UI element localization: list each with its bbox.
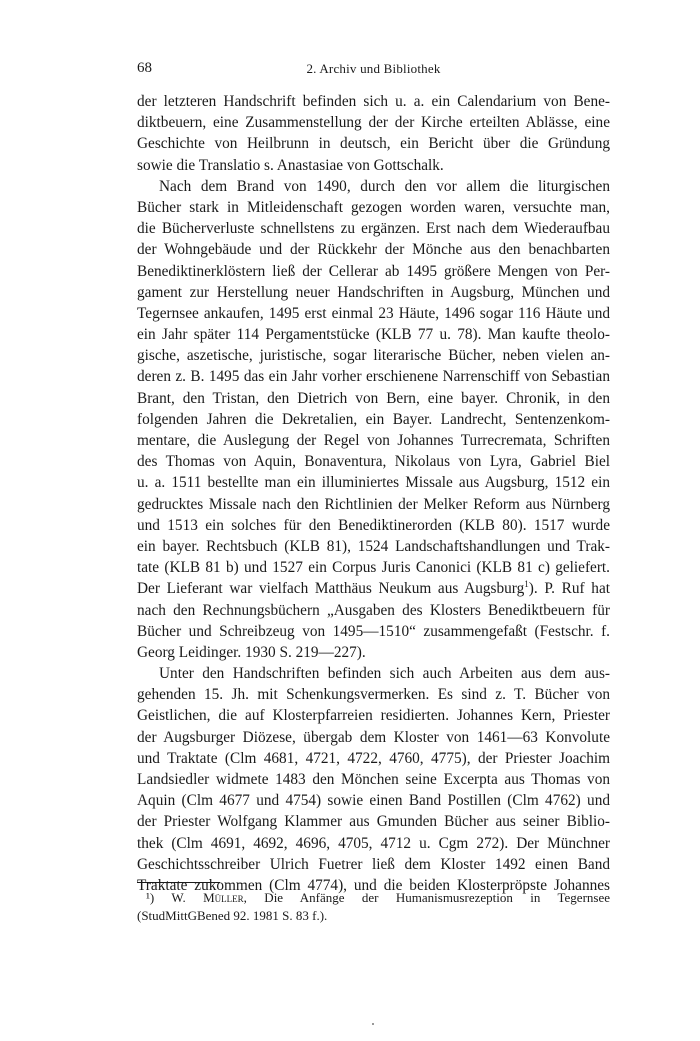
text-line: Geschichtsschreiber Ulrich Fuetrer ließ dem Kloster 1492 einen Band xyxy=(137,855,610,873)
text-line: Benediktinerklöstern ließ der Cellerar ab 1495 größere Mengen von Per- xyxy=(137,262,610,280)
body-text xyxy=(137,91,610,896)
footnote-author: Müller xyxy=(203,890,244,905)
running-head: 2. Archiv und Bibliothek xyxy=(306,61,441,76)
text-line: der Priester Wolfgang Klammer aus Gmunden Bücher aus seiner Biblio- xyxy=(137,813,610,831)
text-line: Tegernsee ankaufen, 1495 erst einmal 23 Häute, 1496 sogar 116 Häute und xyxy=(137,304,610,322)
page-number: 68 xyxy=(137,60,152,76)
text-line: nach den Rechnungsbüchern „Ausgaben des Klosters Benediktbeuern für xyxy=(137,601,610,619)
footnote-text: , Die Anfänge der Humanismusrezeption in Tegernsee xyxy=(243,890,611,905)
text-segment: ). P. Ruf hat xyxy=(528,580,610,598)
text-line: des Thomas von Aquin, Bonaventura, Nikolaus von Lyra, Gabriel Biel xyxy=(137,453,610,471)
page-header xyxy=(137,60,610,80)
text-line: thek (Clm 4691, 4692, 4696, 4705, 4712 u. Cgm 272). Der Münchner xyxy=(137,834,610,852)
text-line: Geschichte von Heilbrunn in deutsch, ein Bericht über die Gründung xyxy=(137,135,610,153)
footnotes xyxy=(137,889,610,925)
text-line: ein Jahr später 114 Pergamentstücke (KLB 77 u. 78). Man kaufte theolo- xyxy=(137,326,610,344)
text-line: Bücher stark in Mitleidenschaft gezogen worden waren, versuchte man, xyxy=(137,198,610,216)
text-line: mentare, die Auslegung der Regel von Johannes Turrecremata, Schriften xyxy=(137,432,610,449)
scan-speck xyxy=(372,1023,374,1025)
text-line: der letzteren Handschrift befinden sich u. a. ein Calendarium von Bene- xyxy=(137,93,610,110)
text-segment: Der Lieferant war vielfach Matthäus Neukum aus Augsburg xyxy=(137,580,525,598)
text-line: sowie die Translatio s. Anastasiae von Gottschalk. xyxy=(137,156,444,174)
text-line: tate (KLB 81 b) und 1527 ein Corpus Juris Canonici (KLB 81 c) geliefert. xyxy=(137,559,610,577)
text-line: gedrucktes Missale nach den Richtlinien der Melker Reform aus Nürnberg xyxy=(137,495,610,513)
text-line: deren z. B. 1495 das ein Jahr vorher erschienene Narrenschiff von Sebastian xyxy=(137,368,610,386)
text-line: Georg Leidinger. 1930 S. 219—227). xyxy=(137,643,366,661)
text-line: und Traktate (Clm 4681, 4721, 4722, 4760, 4775), der Priester Joachim xyxy=(137,749,610,767)
text-line-with-footnote xyxy=(137,578,610,599)
text-line: Bücher und Schreibzeug von 1495—1510“ zusammengefaßt (Festschr. f. xyxy=(137,622,610,640)
footnote-divider xyxy=(137,882,220,883)
text-line: diktbeuern, eine Zusammenstellung der der Kirche erteilten Ablässe, eine xyxy=(137,114,610,132)
text-line: Landsiedler widmete 1483 den Mönchen seine Excerpta aus Thomas von xyxy=(137,771,610,788)
footnote-line: (StudMittGBened 92. 1981 S. 83 f.). xyxy=(137,908,328,923)
text-line: folgenden Jahren die Dekretalien, ein Bayer. Landrecht, Sentenzenkom- xyxy=(137,410,610,428)
text-line: u. a. 1511 bestellte man ein illuminiertes Missale aus Augsburg, 1512 ein xyxy=(137,474,610,492)
footnote-reference: 1 xyxy=(524,579,529,590)
text-line: Unter den Handschriften befinden sich auch Arbeiten aus dem aus- xyxy=(159,665,610,683)
text-line: ein bayer. Rechtsbuch (KLB 81), 1524 Landschaftshandlungen und Trak- xyxy=(137,537,610,555)
text-line: gische, aszetische, juristische, sogar literarische Bücher, neben vielen an- xyxy=(137,347,610,365)
text-line: der Wohngebäude und der Rückkehr der Mönche aus den benachbarten xyxy=(137,241,610,259)
text-line: gament zur Herstellung neuer Handschriften in Augsburg, München und xyxy=(137,283,610,301)
text-line: Nach dem Brand von 1490, durch den vor allem die liturgischen xyxy=(159,177,610,195)
text-line: Aquin (Clm 4677 und 4754) sowie einen Band Postillen (Clm 4762) und xyxy=(137,792,610,810)
text-line: Brant, den Tristan, den Dietrich von Bern, eine bayer. Chronik, in den xyxy=(137,389,610,407)
footnote-marker: ¹) W. xyxy=(146,890,186,905)
footnote-line xyxy=(137,889,610,907)
text-line: die Bücherverluste schnellstens zu ergänzen. Erst nach dem Wiederaufbau xyxy=(137,220,610,238)
text-line: der Augsburger Diözese, übergab dem Kloster von 1461—63 Konvolute xyxy=(137,728,610,746)
text-line: gehenden 15. Jh. mit Schenkungsvermerken. Es sind z. T. Bücher von xyxy=(137,686,610,704)
text-line: Geistlichen, die auf Klosterpfarreien residierten. Johannes Kern, Priester xyxy=(137,707,610,725)
text-line: Traktate zukommen (Clm 4774), und die beiden Klosterpröpste Johannes xyxy=(137,876,610,894)
text-line: und 1513 ein solches für den Benediktinerorden (KLB 80). 1517 wurde xyxy=(137,516,610,534)
